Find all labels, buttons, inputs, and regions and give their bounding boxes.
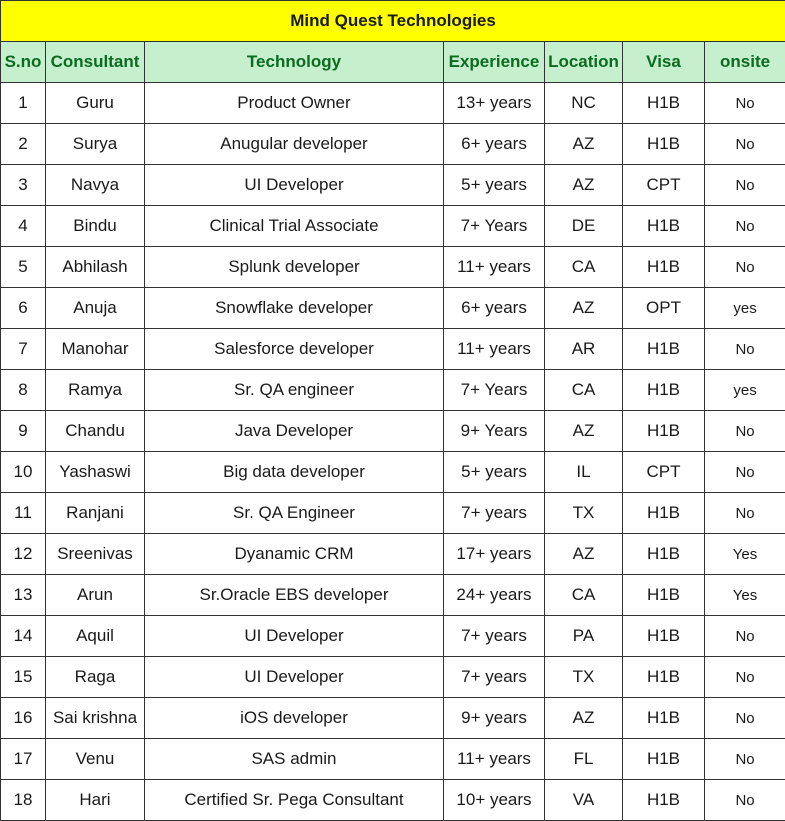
- cell-visa: H1B: [623, 247, 705, 288]
- cell-consultant: Raga: [46, 657, 145, 698]
- table-row: [1, 575, 785, 616]
- cell-location: AZ: [545, 411, 623, 452]
- table-row: [1, 616, 785, 657]
- cell-location: AZ: [545, 165, 623, 206]
- cell-consultant: Chandu: [46, 411, 145, 452]
- cell-sno: 15: [1, 657, 46, 698]
- cell-technology: UI Developer: [145, 165, 444, 206]
- header-sno: S.no: [1, 42, 46, 83]
- header-onsite: onsite: [705, 42, 785, 83]
- cell-technology: SAS admin: [145, 739, 444, 780]
- cell-sno: 13: [1, 575, 46, 616]
- cell-technology: Product Owner: [145, 83, 444, 124]
- cell-visa: H1B: [623, 739, 705, 780]
- cell-onsite: No: [705, 493, 785, 534]
- cell-location: AZ: [545, 288, 623, 329]
- cell-experience: 17+ years: [444, 534, 545, 575]
- cell-sno: 8: [1, 370, 46, 411]
- cell-technology: Java Developer: [145, 411, 444, 452]
- cell-visa: H1B: [623, 411, 705, 452]
- cell-location: CA: [545, 575, 623, 616]
- cell-visa: OPT: [623, 288, 705, 329]
- table-row: [1, 329, 785, 370]
- cell-consultant: Arun: [46, 575, 145, 616]
- table-row: [1, 288, 785, 329]
- cell-consultant: Ramya: [46, 370, 145, 411]
- cell-sno: 17: [1, 739, 46, 780]
- cell-sno: 5: [1, 247, 46, 288]
- table-row: [1, 698, 785, 739]
- cell-onsite: No: [705, 780, 785, 821]
- cell-experience: 7+ Years: [444, 206, 545, 247]
- header-consultant: Consultant: [46, 42, 145, 83]
- cell-visa: H1B: [623, 575, 705, 616]
- cell-experience: 7+ years: [444, 493, 545, 534]
- title-row: [1, 1, 785, 42]
- cell-onsite: No: [705, 616, 785, 657]
- cell-location: CA: [545, 247, 623, 288]
- cell-visa: H1B: [623, 206, 705, 247]
- cell-consultant: Venu: [46, 739, 145, 780]
- table-row: [1, 657, 785, 698]
- cell-sno: 3: [1, 165, 46, 206]
- cell-sno: 1: [1, 83, 46, 124]
- cell-experience: 6+ years: [444, 288, 545, 329]
- table-title: Mind Quest Technologies: [1, 1, 785, 42]
- cell-location: CA: [545, 370, 623, 411]
- table-row: [1, 493, 785, 534]
- cell-experience: 10+ years: [444, 780, 545, 821]
- cell-sno: 18: [1, 780, 46, 821]
- header-visa: Visa: [623, 42, 705, 83]
- cell-experience: 11+ years: [444, 247, 545, 288]
- cell-technology: Sr. QA engineer: [145, 370, 444, 411]
- header-experience: Experience: [444, 42, 545, 83]
- cell-onsite: No: [705, 739, 785, 780]
- cell-visa: H1B: [623, 370, 705, 411]
- cell-technology: Splunk developer: [145, 247, 444, 288]
- table-body: [1, 83, 785, 821]
- cell-experience: 9+ Years: [444, 411, 545, 452]
- table-row: [1, 739, 785, 780]
- header-row: [1, 42, 785, 83]
- cell-consultant: Manohar: [46, 329, 145, 370]
- table-row: [1, 206, 785, 247]
- cell-technology: Anugular developer: [145, 124, 444, 165]
- cell-consultant: Aquil: [46, 616, 145, 657]
- cell-experience: 7+ years: [444, 657, 545, 698]
- cell-onsite: No: [705, 329, 785, 370]
- header-location: Location: [545, 42, 623, 83]
- cell-visa: H1B: [623, 780, 705, 821]
- cell-technology: Snowflake developer: [145, 288, 444, 329]
- cell-onsite: No: [705, 657, 785, 698]
- cell-visa: H1B: [623, 534, 705, 575]
- cell-experience: 13+ years: [444, 83, 545, 124]
- table-row: [1, 124, 785, 165]
- header-technology: Technology: [145, 42, 444, 83]
- cell-technology: UI Developer: [145, 657, 444, 698]
- cell-experience: 5+ years: [444, 165, 545, 206]
- cell-onsite: No: [705, 247, 785, 288]
- cell-technology: Salesforce developer: [145, 329, 444, 370]
- cell-location: AZ: [545, 534, 623, 575]
- cell-sno: 11: [1, 493, 46, 534]
- cell-consultant: Sreenivas: [46, 534, 145, 575]
- cell-experience: 11+ years: [444, 329, 545, 370]
- cell-location: TX: [545, 493, 623, 534]
- table-row: [1, 411, 785, 452]
- cell-sno: 10: [1, 452, 46, 493]
- cell-onsite: No: [705, 124, 785, 165]
- table-row: [1, 780, 785, 821]
- cell-experience: 5+ years: [444, 452, 545, 493]
- cell-onsite: No: [705, 411, 785, 452]
- table-row: [1, 370, 785, 411]
- cell-onsite: yes: [705, 370, 785, 411]
- cell-onsite: Yes: [705, 575, 785, 616]
- cell-location: NC: [545, 83, 623, 124]
- cell-consultant: Guru: [46, 83, 145, 124]
- cell-location: PA: [545, 616, 623, 657]
- cell-visa: H1B: [623, 657, 705, 698]
- cell-location: AZ: [545, 124, 623, 165]
- cell-onsite: No: [705, 206, 785, 247]
- cell-visa: H1B: [623, 329, 705, 370]
- cell-sno: 14: [1, 616, 46, 657]
- cell-visa: H1B: [623, 698, 705, 739]
- cell-technology: UI Developer: [145, 616, 444, 657]
- cell-onsite: No: [705, 698, 785, 739]
- cell-visa: H1B: [623, 493, 705, 534]
- table-row: [1, 247, 785, 288]
- cell-visa: CPT: [623, 452, 705, 493]
- cell-experience: 9+ years: [444, 698, 545, 739]
- table-row: [1, 83, 785, 124]
- cell-location: DE: [545, 206, 623, 247]
- table-row: [1, 452, 785, 493]
- table-row: [1, 534, 785, 575]
- cell-technology: Clinical Trial Associate: [145, 206, 444, 247]
- cell-sno: 9: [1, 411, 46, 452]
- cell-onsite: No: [705, 83, 785, 124]
- cell-location: AZ: [545, 698, 623, 739]
- cell-sno: 4: [1, 206, 46, 247]
- cell-consultant: Navya: [46, 165, 145, 206]
- cell-technology: Sr.Oracle EBS developer: [145, 575, 444, 616]
- cell-location: FL: [545, 739, 623, 780]
- cell-experience: 7+ Years: [444, 370, 545, 411]
- cell-consultant: Abhilash: [46, 247, 145, 288]
- cell-experience: 6+ years: [444, 124, 545, 165]
- cell-experience: 7+ years: [444, 616, 545, 657]
- cell-sno: 16: [1, 698, 46, 739]
- cell-sno: 7: [1, 329, 46, 370]
- cell-consultant: Bindu: [46, 206, 145, 247]
- cell-technology: Dyanamic CRM: [145, 534, 444, 575]
- cell-technology: iOS developer: [145, 698, 444, 739]
- cell-onsite: No: [705, 165, 785, 206]
- cell-consultant: Sai krishna: [46, 698, 145, 739]
- cell-onsite: yes: [705, 288, 785, 329]
- cell-location: TX: [545, 657, 623, 698]
- table-row: [1, 165, 785, 206]
- cell-experience: 24+ years: [444, 575, 545, 616]
- cell-location: IL: [545, 452, 623, 493]
- cell-experience: 11+ years: [444, 739, 545, 780]
- cell-consultant: Surya: [46, 124, 145, 165]
- cell-location: VA: [545, 780, 623, 821]
- cell-technology: Big data developer: [145, 452, 444, 493]
- cell-onsite: No: [705, 452, 785, 493]
- cell-technology: Certified Sr. Pega Consultant: [145, 780, 444, 821]
- cell-location: AR: [545, 329, 623, 370]
- cell-visa: H1B: [623, 83, 705, 124]
- cell-visa: H1B: [623, 124, 705, 165]
- cell-consultant: Yashaswi: [46, 452, 145, 493]
- cell-sno: 6: [1, 288, 46, 329]
- cell-technology: Sr. QA Engineer: [145, 493, 444, 534]
- cell-sno: 12: [1, 534, 46, 575]
- cell-consultant: Hari: [46, 780, 145, 821]
- cell-visa: H1B: [623, 616, 705, 657]
- cell-sno: 2: [1, 124, 46, 165]
- cell-consultant: Anuja: [46, 288, 145, 329]
- cell-onsite: Yes: [705, 534, 785, 575]
- cell-consultant: Ranjani: [46, 493, 145, 534]
- cell-visa: CPT: [623, 165, 705, 206]
